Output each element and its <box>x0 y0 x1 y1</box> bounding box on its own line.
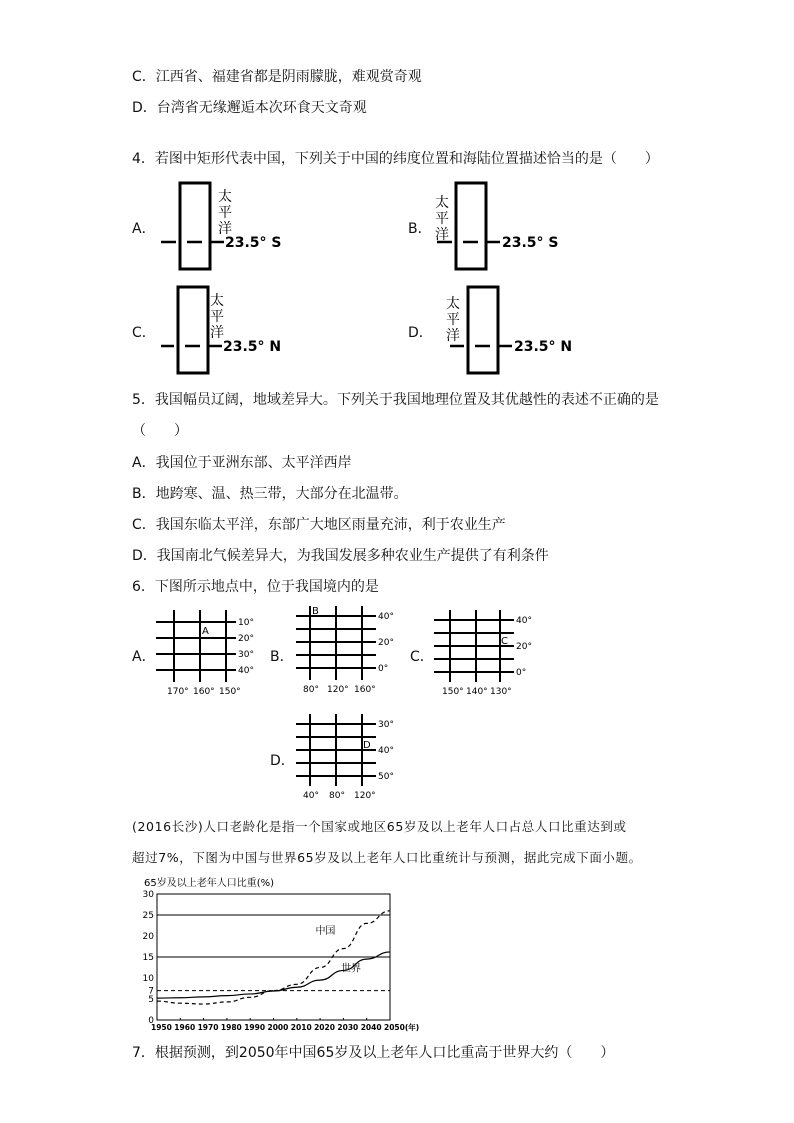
svg-text:洋: 洋 <box>446 328 460 344</box>
x-tick-label: 1960 <box>174 1023 196 1032</box>
q4-option-b-label[interactable]: B． <box>408 221 432 237</box>
q5-option-a[interactable]: A．我国位于亚洲东部、太平洋西岸 <box>132 455 352 471</box>
q6-option-d-label[interactable]: D． <box>270 753 295 769</box>
q4-stem: 4．若图中矩形代表中国，下列关于中国的纬度位置和海陆位置描述恰当的是（ ） <box>132 151 659 167</box>
lat-label: 23.5° N <box>514 339 573 355</box>
y-tick-label: 7 <box>148 986 154 997</box>
chart-title: 65岁及以上老年人口比重(%) <box>144 878 275 889</box>
q6-grid-a <box>150 608 260 700</box>
chart-plot-area <box>143 890 420 1032</box>
q6-stem: 6．下图所示地点中，位于我国境内的是 <box>132 579 379 595</box>
x-tick-label: 2050(年) <box>384 1023 420 1032</box>
intro-line-1: (2016长沙)人口老龄化是指一个国家或地区65岁及以上老年人口占总人口比重达到或 <box>132 819 627 834</box>
q4-diagram-a <box>158 180 288 272</box>
svg-text:150°: 150° <box>219 687 241 697</box>
q5-option-c[interactable]: C．我国东临太平洋，东部广大地区雨量充沛，利于农业生产 <box>132 517 506 533</box>
lat-label: 23.5° N <box>223 339 282 355</box>
grid-point-label: D <box>363 740 371 751</box>
svg-text:平: 平 <box>210 309 224 325</box>
ocean-label: 太 <box>218 189 232 205</box>
svg-text:洋: 洋 <box>218 221 232 237</box>
svg-text:洋: 洋 <box>435 227 449 243</box>
q5-option-b[interactable]: B．地跨寒、温、热三带，大部分在北温带。 <box>132 486 408 502</box>
svg-text:140°: 140° <box>466 687 488 697</box>
svg-text:洋: 洋 <box>210 325 224 341</box>
svg-text:150°: 150° <box>442 687 464 697</box>
svg-text:20°: 20° <box>516 642 532 652</box>
x-tick-label: 1970 <box>197 1023 219 1032</box>
q6-grid-b <box>292 604 402 696</box>
q4-option-c-label[interactable]: C． <box>132 325 156 341</box>
svg-text:160°: 160° <box>193 687 215 697</box>
q5-stem-paren: （ ） <box>132 423 188 439</box>
svg-text:170°: 170° <box>167 687 189 697</box>
svg-text:0°: 0° <box>378 664 389 674</box>
svg-text:120°: 120° <box>354 791 376 801</box>
q6-option-c-label[interactable]: C． <box>410 649 434 665</box>
svg-text:30°: 30° <box>238 650 254 660</box>
x-tick-label: 1980 <box>220 1023 242 1032</box>
y-tick-label: 10 <box>142 974 154 984</box>
grid-point-label: C <box>501 636 508 647</box>
svg-text:10°: 10° <box>238 618 254 628</box>
svg-text:40°: 40° <box>516 616 532 626</box>
svg-text:太: 太 <box>435 195 449 211</box>
svg-text:太: 太 <box>210 293 224 309</box>
q4-diagram-b <box>432 180 562 272</box>
svg-text:40°: 40° <box>238 666 254 676</box>
x-tick-label: 1950 <box>151 1023 172 1032</box>
aging-chart <box>140 872 420 1037</box>
q7-stem: 7．根据预测，到2050年中国65岁及以上老年人口比重高于世界大约（ ） <box>132 1045 615 1061</box>
svg-text:80°: 80° <box>329 791 345 801</box>
svg-text:20°: 20° <box>378 638 394 648</box>
option-c-prev: C．江西省、福建省都是阴雨朦胧，难观赏奇观 <box>132 69 422 85</box>
svg-text:160°: 160° <box>354 685 376 695</box>
q6-grid-d <box>292 712 402 804</box>
svg-text:30°: 30° <box>378 720 394 730</box>
y-tick-label: 30 <box>142 890 154 900</box>
x-tick-label: 2000 <box>267 1023 289 1032</box>
q6-option-b-label[interactable]: B． <box>270 649 294 665</box>
q6-grid-c <box>432 608 542 700</box>
q4-option-a-label[interactable]: A． <box>132 221 156 237</box>
q4-diagram-d <box>442 284 572 376</box>
grid-point-label: B <box>312 606 319 617</box>
lat-label: 23.5° S <box>225 235 282 251</box>
svg-text:平: 平 <box>446 312 460 328</box>
series-label-world: 世界 <box>341 963 362 975</box>
svg-text:20°: 20° <box>238 634 254 644</box>
series-label-china: 中国 <box>315 925 336 937</box>
x-tick-label: 1990 <box>244 1023 266 1032</box>
intro-line-2: 超过7%，下图为中国与世界65岁及以上老年人口比重统计与预测，据此完成下面小题。 <box>132 850 642 865</box>
svg-text:40°: 40° <box>303 791 319 801</box>
svg-text:80°: 80° <box>303 685 319 695</box>
q5-option-d[interactable]: D．我国南北气候差异大，为我国发展多种农业生产提供了有利条件 <box>132 548 549 564</box>
x-tick-label: 2020 <box>314 1023 335 1032</box>
y-tick-label: 5 <box>148 995 154 1005</box>
y-tick-label: 15 <box>142 953 154 963</box>
x-tick-label: 2030 <box>337 1023 359 1032</box>
y-tick-label: 20 <box>142 932 154 942</box>
svg-text:平: 平 <box>218 205 232 221</box>
q4-diagram-c <box>158 284 288 376</box>
svg-text:40°: 40° <box>378 612 394 622</box>
x-tick-label: 2040 <box>360 1023 382 1032</box>
q4-option-d-label[interactable]: D． <box>408 325 433 341</box>
svg-text:130°: 130° <box>490 687 512 697</box>
x-tick-label: 2010 <box>290 1023 312 1032</box>
series-line-world <box>157 952 390 998</box>
q6-option-a-label[interactable]: A． <box>132 649 156 665</box>
q5-stem: 5．我国幅员辽阔，地域差异大。下列关于我国地理位置及其优越性的表述不正确的是 <box>132 392 659 408</box>
svg-text:平: 平 <box>435 211 449 227</box>
svg-text:太: 太 <box>446 296 460 312</box>
svg-text:120°: 120° <box>327 685 349 695</box>
lat-label: 23.5° S <box>502 235 559 251</box>
option-d-prev: D．台湾省无缘邂逅本次环食天文奇观 <box>132 100 367 116</box>
y-tick-label: 0 <box>148 1016 154 1026</box>
svg-text:50°: 50° <box>378 772 394 782</box>
grid-point-label: A <box>202 626 209 637</box>
y-tick-label: 25 <box>142 911 154 921</box>
svg-text:40°: 40° <box>378 746 394 756</box>
svg-text:0°: 0° <box>516 668 527 678</box>
